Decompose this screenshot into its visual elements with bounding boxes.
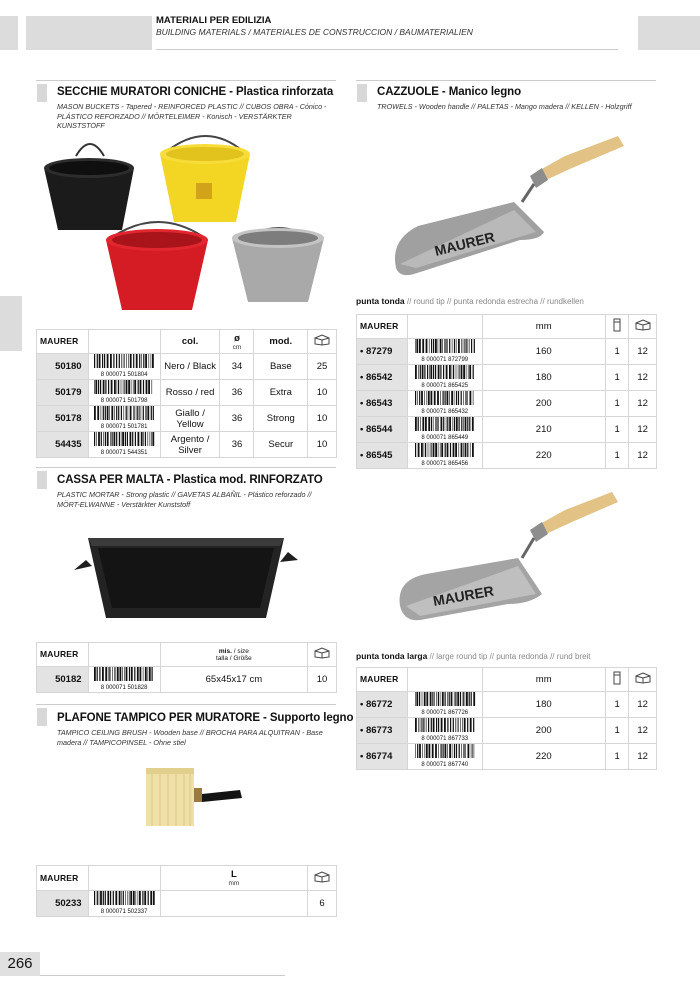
page-number: 266 (0, 952, 40, 976)
trowels-title-bar (357, 84, 367, 102)
trowels-rule (356, 80, 656, 81)
buckets-title: SECCHIE MURATORI CONICHE - Plastica rinforzata (57, 86, 334, 98)
brush-table: MAURER L mm 50233 8 000071 502337 6 (36, 865, 337, 917)
table-row: 50180 8 000071 501804 Nero / Black 34 Base 25 (37, 354, 337, 380)
table-row: 50179 8 000071 501798 Rosso / red 36 Extra 10 (37, 380, 337, 406)
buckets-rule (36, 80, 336, 81)
box-icon (629, 668, 657, 692)
diameter-header: ø cm (220, 330, 254, 354)
table-row: • 86545 8 000071 865456 220 1 12 (357, 443, 657, 469)
barcode: 8 000071 872799 (408, 339, 482, 365)
size-header: mis. / size talla / Größe (160, 643, 307, 667)
table-row: 50233 8 000071 502337 6 (37, 891, 337, 917)
mm-header: mm (482, 668, 605, 692)
trowel-brand-mark: MAURER (431, 582, 496, 609)
barcode: 8 000071 867733 (408, 718, 482, 744)
mortar-rule (36, 467, 336, 468)
box-icon (308, 866, 337, 891)
mod-header: mod. (254, 330, 308, 354)
table-row: • 86544 8 000071 865449 210 1 12 (357, 417, 657, 443)
barcode: 8 000071 501798 (88, 380, 160, 406)
box-icon (308, 330, 337, 354)
header-subtitle: BUILDING MATERIALS / MATERIALES DE CONSTRUCCION / BAUMATERIALIEN (156, 27, 473, 37)
barcode: 8 000071 865425 (408, 365, 482, 391)
header-tab-left (0, 16, 18, 50)
table-row: 54435 8 000071 544351 Argento / Silver 36 Secur 10 (37, 432, 337, 458)
table-row: • 86542 8 000071 865425 180 1 12 (357, 365, 657, 391)
col-header: col. (160, 330, 220, 354)
barcode: 8 000071 865432 (408, 391, 482, 417)
buckets-image (36, 128, 336, 318)
trowels-title: CAZZUOLE - Manico legno (377, 86, 521, 98)
pack-icon (605, 668, 628, 692)
buckets-description: MASON BUCKETS - Tapered - REINFORCED PLASTIC // CUBOS OBRA - Cónico - PLÁSTICO REFORZADO // MÖRTELEIMER - Konisch - VERSTÄRKTER KUNSTSTOFF (57, 102, 327, 131)
brand-logo: MAURER (37, 330, 89, 354)
trowels-description: TROWELS - Wooden handle // PALETAS - Mango madera // KELLEN - Holzgriff (377, 102, 632, 111)
trowel-round-image (390, 128, 630, 283)
brush-rule (36, 704, 336, 705)
table-row: • 87279 8 000071 872799 160 1 12 (357, 339, 657, 365)
header-tab-middle (26, 16, 152, 50)
barcode: 8 000071 867726 (408, 692, 482, 718)
trowel-brand-mark: MAURER (432, 228, 497, 259)
trowel-large-label: punta tonda larga // large round tip // punta redonda // rund breit (356, 651, 591, 661)
length-header: L mm (160, 866, 307, 891)
mortar-box-image (66, 522, 306, 627)
table-row: • 86774 8 000071 867740 220 1 12 (357, 744, 657, 770)
table-row: • 86773 8 000071 867733 200 1 12 (357, 718, 657, 744)
pack-icon (605, 315, 628, 339)
trowel-round-table: MAURER mm • 87279 8 000071 872799 160 1 12 • 86542 8 000071 865425 180 1 12 • 86543 8 000071 865432 200 1 12 • 86544 8 000071 865449 210 1 12 • 86545 8 000071 865456 220 1 12 (356, 314, 657, 469)
brush-description: TAMPICO CEILING BRUSH - Wooden base // BROCHA PARA ALQUITRAN - Base madera // TAMPICOPINSEL - Ohne stiel (57, 728, 323, 747)
table-row: 50178 8 000071 501781 Giallo / Yellow 36 Strong 10 (37, 406, 337, 432)
barcode: 8 000071 867740 (408, 744, 482, 770)
barcode: 8 000071 865456 (408, 443, 482, 469)
trowel-round-label: punta tonda // round tip // punta redonda estrecha // rundkellen (356, 296, 584, 306)
side-tab (0, 296, 22, 351)
trowel-large-table: MAURER mm • 86772 8 000071 867726 180 1 12 • 86773 8 000071 867733 200 1 12 • 86774 8 000071 867740 220 1 12 (356, 667, 657, 770)
trowel-large-image (390, 482, 630, 637)
barcode: 8 000071 502337 (88, 891, 160, 917)
mm-header: mm (482, 315, 605, 339)
header-tab-right (638, 16, 700, 50)
mortar-description: PLASTIC MORTAR - Strong plastic // GAVETAS ALBAÑIL - Plástico reforzado // MÖRT-ELWANNE - Verstärkter Kunststoff (57, 490, 312, 509)
mortar-table: MAURER mis. / size talla / Größe 50182 8 000071 501828 65x45x17 cm 10 (36, 642, 337, 693)
barcode: 8 000071 501781 (88, 406, 160, 432)
box-icon (629, 315, 657, 339)
brush-title-bar (37, 708, 47, 726)
buckets-table (36, 329, 337, 458)
buckets-title-bar (37, 84, 47, 102)
table-row: • 86543 8 000071 865432 200 1 12 (357, 391, 657, 417)
table-row: • 86772 8 000071 867726 180 1 12 (357, 692, 657, 718)
brush-title: PLAFONE TAMPICO PER MURATORE - Supporto legno (57, 712, 354, 724)
barcode: 8 000071 501804 (88, 354, 160, 380)
mortar-title-bar (37, 471, 47, 489)
barcode: 8 000071 865449 (408, 417, 482, 443)
mortar-title: CASSA PER MALTA - Plastica mod. RINFORZATO (57, 474, 323, 486)
barcode: 8 000071 501828 (88, 667, 160, 693)
box-icon (308, 643, 337, 667)
header-title: MATERIALI PER EDILIZIA (156, 15, 272, 26)
footer-rule (40, 975, 285, 976)
table-row: 50182 8 000071 501828 65x45x17 cm 10 (37, 667, 337, 693)
barcode: 8 000071 544351 (88, 432, 160, 458)
brush-image (140, 758, 250, 838)
header-rule (156, 49, 618, 50)
